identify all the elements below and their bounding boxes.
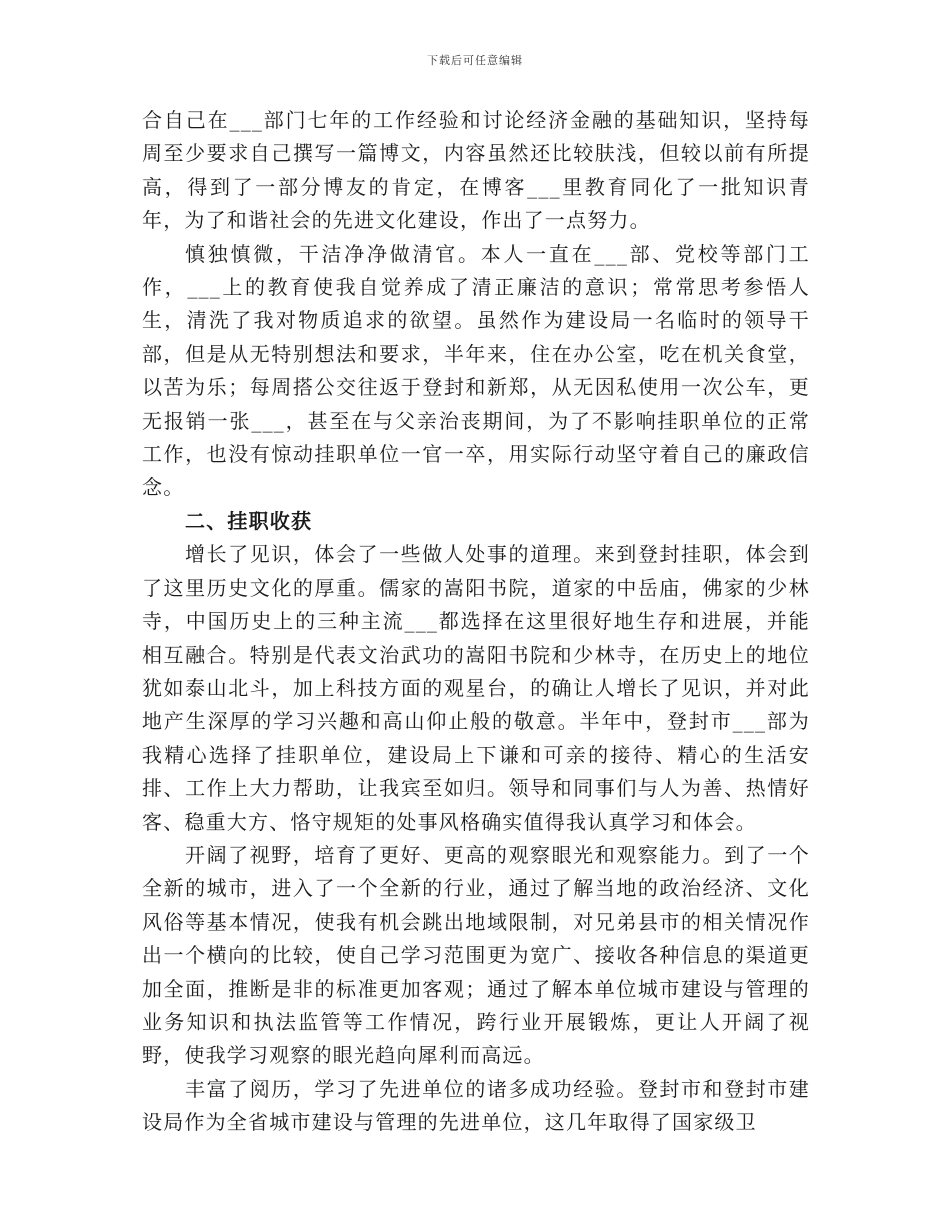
paragraph-experience: 丰富了阅历，学习了先进单位的诸多成功经验。登封市和登封市建设局作为全省城市建设与管理的先进单位，这几年取得了国家级卫 (142, 1076, 810, 1135)
section-heading: 二、挂职收获 (185, 508, 313, 533)
paragraph-continuation: 合自己在___部门七年的工作经验和讨论经济金融的基础知识，坚持每周至少要求自己撰写一篇博文，内容虽然还比较肤浅，但较以前有所提高，得到了一部分博友的肯定，在博客___里教育同化了一批知识青年，为了和谐社会的先进文化建设，作出了一点努力。 (142, 108, 810, 233)
paragraph-integrity: 慎独慎微，干洁净净做清官。本人一直在___部、党校等部门工作，___上的教育使我自觉养成了清正廉洁的意识；常常思考参悟人生，清洗了我对物质追求的欲望。虽然作为建设局一名临时的领导干部，但是从无特别想法和要求，半年来，住在办公室，吃在机关食堂，以苦为乐；每周搭公交往返于登封和新郑，从无因私使用一次公车，更无报销一张___，甚至在与父亲治丧期间，为了不影响挂职单位的正常工作，也没有惊动挂职单位一官一卒，用实际行动坚守着自己的廉政信念。 (142, 241, 810, 500)
document-body (142, 104, 810, 1140)
paragraph-knowledge: 增长了见识，体会了一些做人处事的道理。来到登封挂职，体会到了这里历史文化的厚重。儒家的嵩阳书院，道家的中岳庙，佛家的少林寺，中国历史上的三种主流___都选择在这里很好地生存和进展，并能相互融合。特别是代表文治武功的嵩阳书院和少林寺，在历史上的地位犹如泰山北斗，加上科技方面的观星台，的确让人增长了见识，并对此地产生深厚的学习兴趣和高山仰止般的敬意。半年中，登封市___部为我精心选择了挂职单位，建设局上下谦和可亲的接待、精心的生活安排、工作上大力帮助，让我宾至如归。领导和同事们与人为善、热情好客、稳重大方、恪守规矩的处事风格确实值得我认真学习和体会。 (142, 542, 810, 834)
paragraph-vision: 开阔了视野，培育了更好、更高的观察眼光和观察能力。到了一个全新的城市，进入了一个全新的行业，通过了解当地的政治经济、文化风俗等基本情况，使我有机会跳出地域限制，对兄弟县市的相关情况作出一个横向的比较，使自己学习范围更为宽广、接收各种信息的渠道更加全面，推断是非的标准更加客观；通过了解本单位城市建设与管理的业务知识和执法监管等工作情况，跨行业开展锻炼，更让人开阔了视野，使我学习观察的眼光趋向犀利而高远。 (142, 842, 810, 1068)
page-header-note: 下载后可任意编辑 (427, 54, 523, 67)
